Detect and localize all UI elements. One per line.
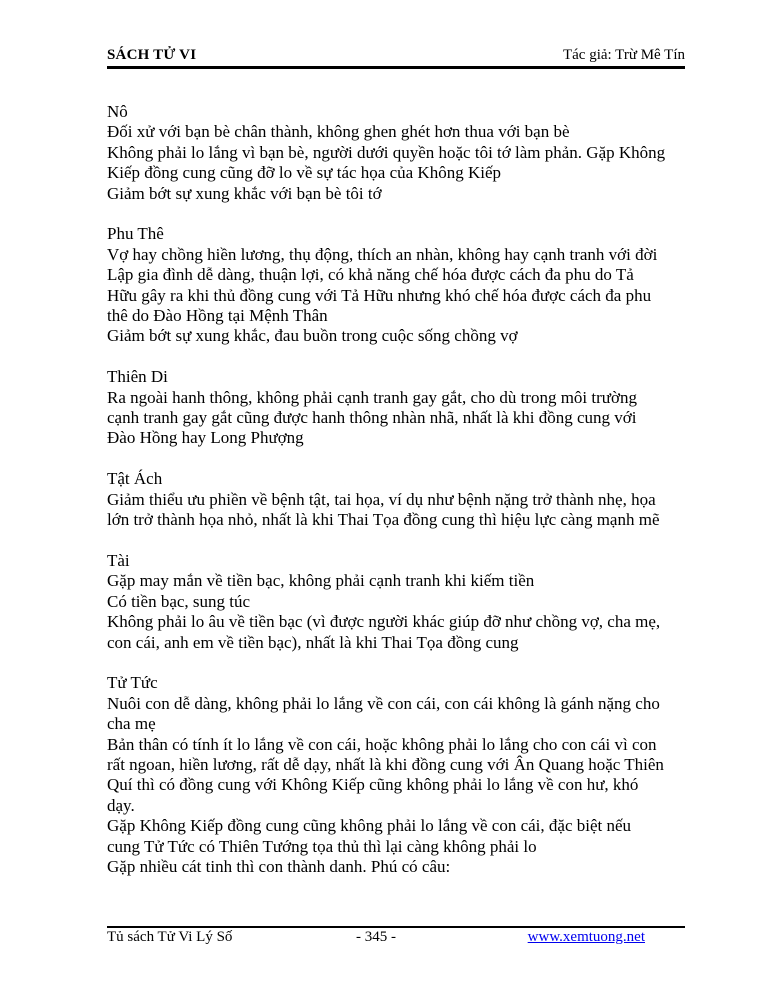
text-line: dạy. (107, 795, 135, 815)
section-heading: Thiên Di (107, 367, 168, 387)
text-line: Quí thì có đồng cung với Không Kiếp cũng không phải lo lắng về con hư, khó (107, 775, 639, 795)
header-divider (107, 66, 685, 69)
page-body (107, 102, 687, 877)
book-title: SÁCH TỬ VI (107, 47, 197, 63)
section-heading: Tài (107, 550, 130, 570)
text-line: Lập gia đình dễ dàng, thuận lợi, có khả năng chế hóa được cách đa phu do Tả (107, 265, 634, 285)
page-footer (107, 929, 685, 949)
section (107, 224, 687, 346)
text-line: Giảm bớt sự xung khắc với bạn bè tôi tớ (107, 183, 382, 203)
text-line: Giảm bớt sự xung khắc, đau buồn trong cuộc sống chồng vợ (107, 326, 518, 346)
text-line: Ra ngoài hanh thông, không phải cạnh tranh gay gắt, cho dù trong môi trường (107, 387, 637, 407)
footer-divider (107, 926, 685, 928)
website-link[interactable]: www.xemtuong.net (527, 929, 645, 945)
text-line: Giảm thiểu ưu phiền về bệnh tật, tai họa, ví dụ như bệnh nặng trở thành nhẹ, họa (107, 489, 656, 509)
text-line: rất ngoan, hiền lương, rất dễ dạy, nhất là khi đồng cung với Ân Quang hoặc Thiên (107, 754, 664, 774)
text-line: cha mẹ (107, 714, 156, 734)
section-heading: Tử Tức (107, 673, 158, 693)
text-line: Không phải lo âu về tiền bạc (vì được người khác giúp đỡ như chồng vợ, cha mẹ, (107, 612, 661, 632)
section (107, 469, 687, 530)
section-heading: Phu Thê (107, 224, 164, 244)
text-line: cạnh tranh gay gắt cũng được hanh thông nhàn nhã, nhất là khi đồng cung với (107, 408, 637, 428)
section-heading: Nô (107, 102, 128, 121)
series-name: Tủ sách Tử Vi Lý Số (107, 929, 233, 945)
section (107, 673, 687, 877)
section (107, 551, 687, 653)
text-line: lớn trở thành họa nhỏ, nhất là khi Thai Tọa đồng cung thì hiệu lực càng mạnh mẽ (107, 510, 660, 530)
page-number: - 345 - (356, 929, 396, 945)
section (107, 367, 687, 449)
section-heading: Tật Ách (107, 469, 163, 489)
text-line: Đào Hồng hay Long Phượng (107, 428, 304, 448)
text-line: Đối xử với bạn bè chân thành, không ghen ghét hơn thua với bạn bè (107, 122, 570, 142)
text-line: Không phải lo lắng vì bạn bè, người dưới quyền hoặc tôi tớ làm phản. Gặp Không (107, 142, 666, 162)
text-line: Gặp may mắn về tiền bạc, không phải cạnh tranh khi kiếm tiền (107, 571, 535, 591)
text-line: Kiếp đồng cung cũng đỡ lo về sự tác họa của Không Kiếp (107, 163, 501, 183)
text-line: cung Tử Tức có Thiên Tướng tọa thủ thì lại càng không phải lo (107, 836, 537, 856)
text-line: con cái, anh em về tiền bạc), nhất là khi Thai Tọa đồng cung (107, 632, 519, 652)
text-line: Hữu gây ra khi thủ đồng cung với Tả Hữu nhưng khó chế hóa được cách đa phu (107, 285, 652, 305)
text-line: Gặp nhiều cát tinh thì con thành danh. Phú có câu: (107, 856, 451, 876)
text-line: Có tiền bạc, sung túc (107, 591, 251, 611)
section (107, 102, 687, 204)
text-line: Bản thân có tính ít lo lắng về con cái, hoặc không phải lo lắng cho con cái vì con (107, 734, 657, 754)
author-credit: Tác giả: Trừ Mê Tín (562, 47, 685, 63)
text-line: Nuôi con dễ dàng, không phải lo lắng về con cái, con cái không là gánh nặng cho (107, 693, 660, 713)
text-line: thê do Đào Hồng tại Mệnh Thân (107, 306, 328, 326)
text-line: Vợ hay chồng hiền lương, thụ động, thích an nhàn, không hay cạnh tranh với đời (107, 244, 658, 264)
text-line: Gặp Không Kiếp đồng cung cũng không phải lo lắng về con cái, đặc biệt nếu (107, 816, 632, 836)
page-header (107, 44, 685, 68)
